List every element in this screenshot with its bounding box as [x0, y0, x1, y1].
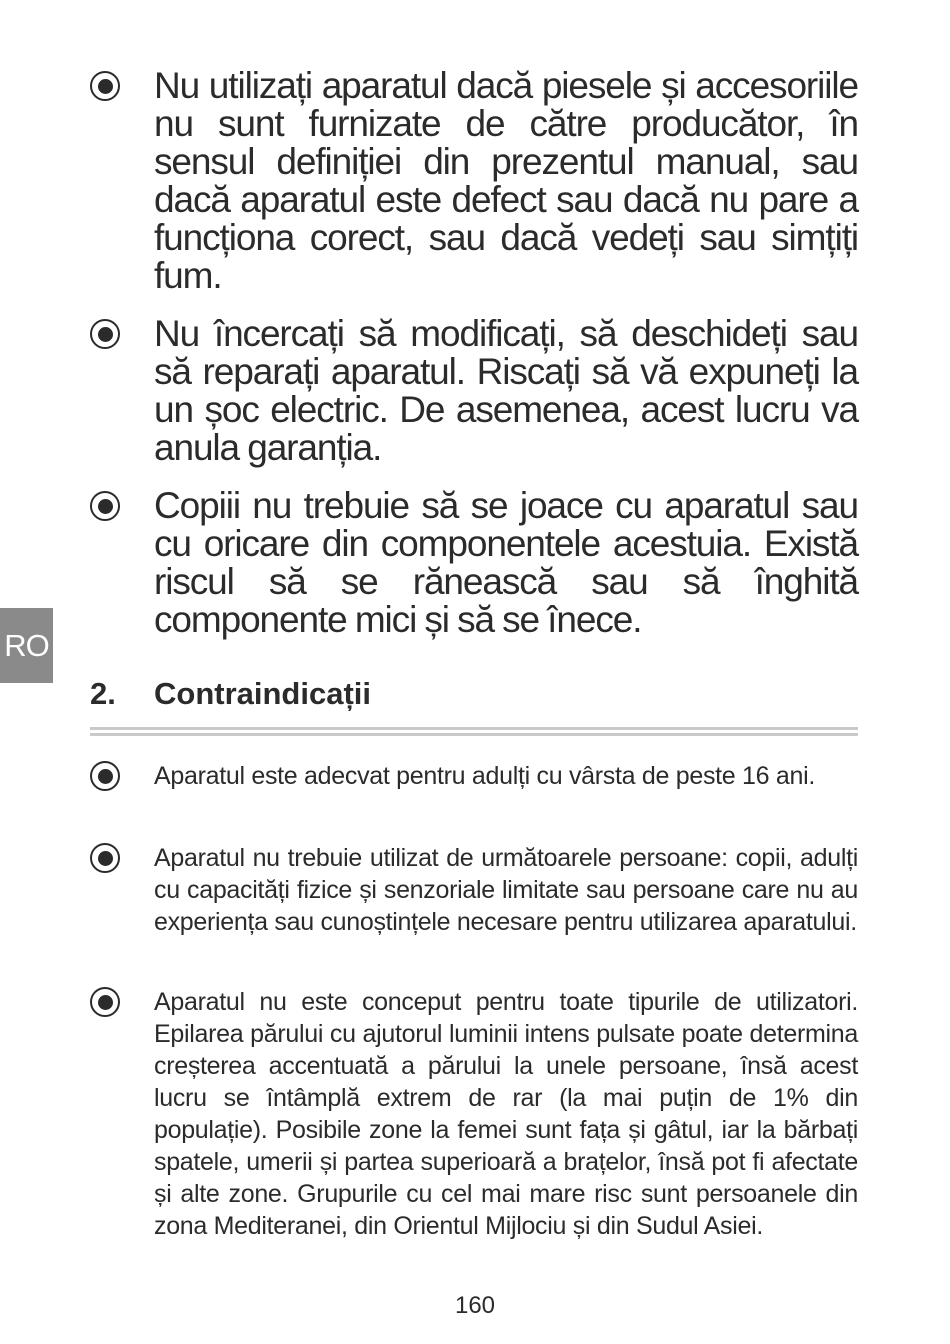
list-item [90, 67, 858, 295]
bullet-icon [90, 987, 120, 1017]
bullet-icon [90, 71, 120, 101]
warning-text: Copiii nu trebuie să se joace cu aparatul sau cu oricare din componentele acestuia. Există riscul să se rănească sau să înghită componente mici și să se înece. [154, 485, 858, 640]
bullet-icon [90, 319, 120, 349]
list-item [90, 842, 858, 938]
contraindication-text: Aparatul nu trebuie utilizat de următoarele persoane: copii, adulți cu capacități fizice și senzoriale limitate sau persoane care nu au experiența sau cunoștințele necesare pentru utilizarea aparatului. [154, 844, 858, 936]
page-number: 160 [454, 1292, 496, 1319]
list-item [90, 986, 858, 1242]
bullet-icon [90, 843, 120, 873]
divider [90, 733, 858, 736]
warning-text: Nu utilizați aparatul dacă piesele și accesoriile nu sunt furnizate de către producător, în sensul definiției din prezentul manual, sau dacă aparatul este defect sau dacă nu pare a funcționa corect, sau dacă vedeți sau simțiți fum. [154, 65, 858, 296]
list-item [90, 760, 858, 792]
section-number: 2. [90, 676, 116, 711]
language-tab: RO [0, 608, 53, 683]
contraindication-text: Aparatul este adecvat pentru adulți cu vârsta de peste 16 ani. [154, 762, 816, 790]
divider [90, 727, 858, 730]
list-item [90, 315, 858, 467]
list-item [90, 487, 858, 639]
bullet-icon [90, 761, 120, 791]
contraindication-text: Aparatul nu este conceput pentru toate tipurile de utilizatori. Epilarea părului cu ajutorul luminii intens pulsate poate determina creșterea accentuată a părului la unele persoane, însă acest lucru se întâmplă extrem de rar (la mai puțin de 1% din populație). Posibile zone la femei sunt fața și gâtul, iar la bărbați spatele, umerii și partea superioară a brațelor, însă pot fi afectate și alte zone. Grupurile cu cel mai mare risc sunt persoanele din zona Mediteranei, din Orientul Mijlociu și din Sudul Asiei. [154, 988, 858, 1240]
section-title: Contraindicații [154, 676, 372, 711]
bullet-icon [90, 491, 120, 521]
warning-text: Nu încercați să modificați, să deschideți sau să reparați aparatul. Riscați să vă expuneți la un șoc electric. De asemenea, acest lucru va anula garanția. [154, 313, 858, 468]
